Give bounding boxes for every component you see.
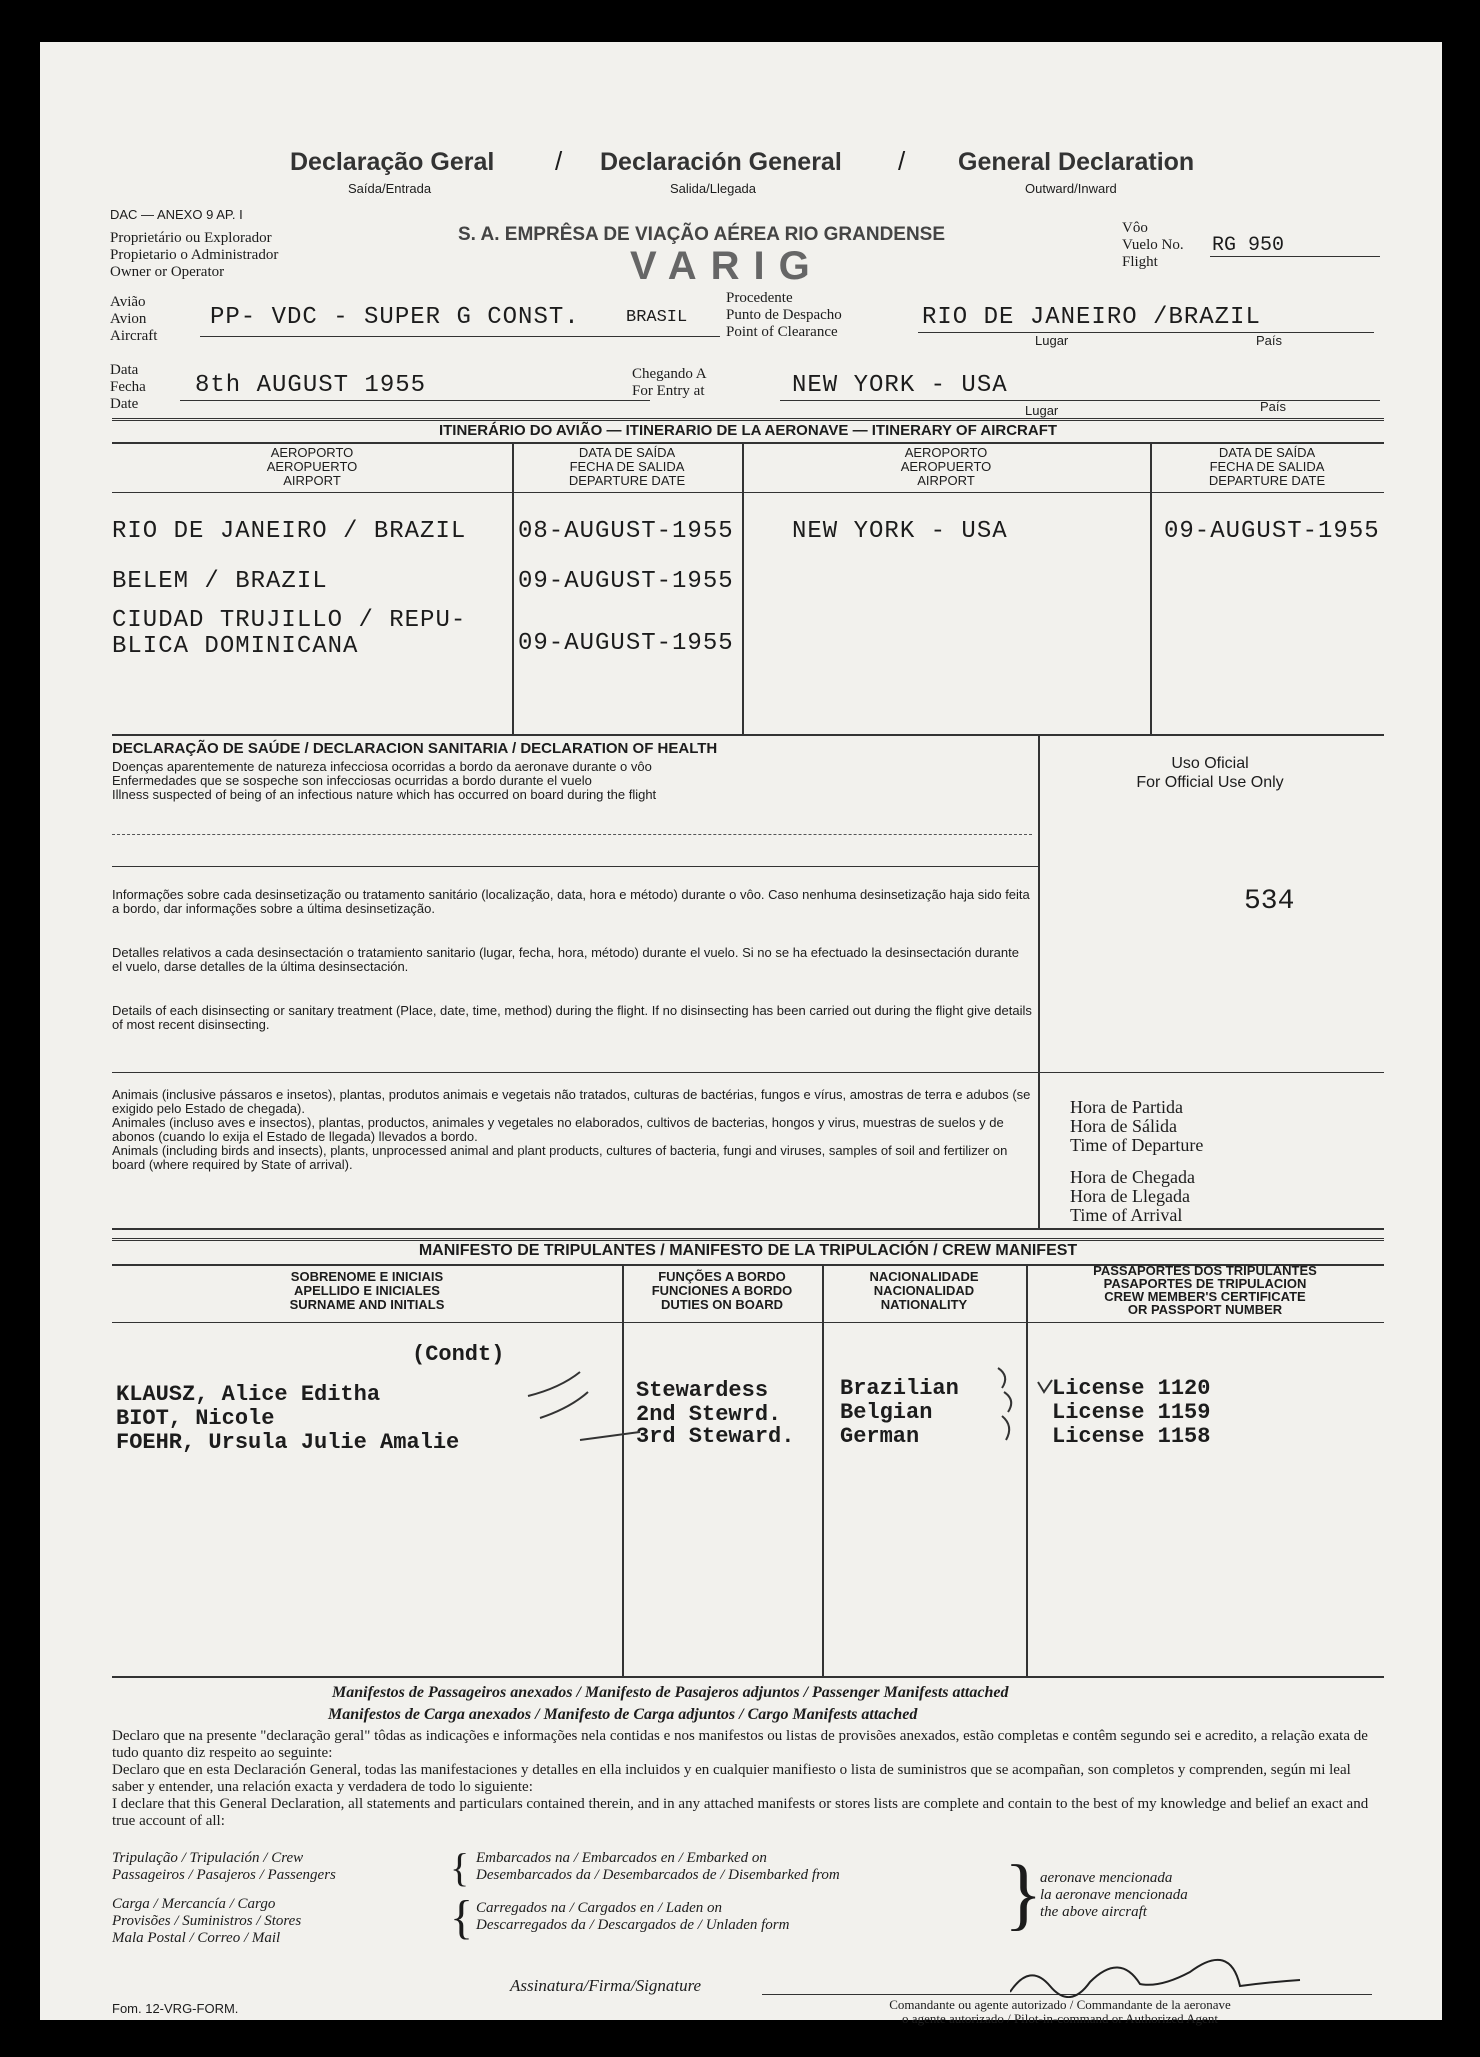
arrival-label: Chegando A For Entry at: [632, 366, 707, 399]
commander-label: Comandante ou agente autorizado / Commandante de la aeronave o agente autorizado / Pilot-in-command or Authorized Agent: [889, 1997, 1231, 2026]
title-es: Declaración General: [600, 148, 842, 176]
crew-duty-2: 2nd Stewrd.: [636, 1402, 782, 1427]
itin-dest-date: 09-AUGUST-1955: [1164, 518, 1380, 545]
check-mark-1: [528, 1372, 580, 1396]
bracket-3: }: [1004, 1850, 1043, 1938]
departure-place-sub: Lugar: [1035, 333, 1069, 348]
aircraft-value: PP- VDC - SUPER G CONST.: [210, 304, 580, 331]
laden-text: Carregados na / Cargados en / Laden on Descarregados da / Descargados de / Unladen form: [476, 1900, 790, 1933]
tick-1: [998, 1368, 1005, 1388]
crew-lic-2: License 1159: [1052, 1400, 1211, 1425]
title-pt: Declaração Geral: [290, 148, 495, 176]
signature-label: Assinatura/Firma/Signature: [510, 1976, 702, 1995]
crew-nat-1: Brazilian: [840, 1376, 959, 1401]
itin-dest-airport: NEW YORK - USA: [792, 518, 1008, 545]
itin-date-3: 09-AUGUST-1955: [518, 630, 734, 657]
title-en: General Declaration: [958, 148, 1195, 176]
aircraft-reference: aeronave mencionada la aeronave mencionada the above aircraft: [1040, 1870, 1188, 1920]
list-crew-passengers: Tripulação / Tripulación / Crew Passageiros / Pasajeros / Passengers: [112, 1850, 336, 1883]
title-sep-1: /: [555, 146, 563, 176]
official-number: 534: [1244, 886, 1295, 917]
bracket-1: {: [450, 1845, 470, 1890]
health-p4: Details of each disinsecting or sanitary treatment (Place, date, time, method) during the flight. If no disinsecting has been carried out during the flight give details of most recent disinsecting.: [112, 1003, 1032, 1032]
subtitle-en: Outward/Inward: [1025, 181, 1117, 196]
crew-nat-3: German: [840, 1424, 920, 1449]
departure-time-label: Hora de Partida Hora de Sálida Time of Departure: [1070, 1097, 1204, 1155]
itinerary-heading: ITINERÁRIO DO AVIÃO — ITINERARIO DE LA AERONAVE — ITINERARY OF AIRCRAFT: [438, 422, 1058, 439]
owner-label: Proprietário ou Explorador Propietario o Administrador Owner or Operator: [110, 230, 279, 280]
itin-date-2: 09-AUGUST-1955: [518, 568, 734, 595]
declaration-text: Declaro que na presente "declaração geral" tôdas as indicações e informações nela contidas e nos manifestos ou listas de provisões anexados, estão completas e contêm segundo sei e acredito, a relação exata de tudo quanto diz respeito ao seguinte: Declaro que en esta Declaración General, todas las manifestaciones y detalles en ella incluidos y en cualquier manifiesto o lista de suministros que se acompañan, son completos y comprenden, según mi leal saber y entender, una relación exacta y verdadera de todo lo siguiente: I declare that this General Declaration, all statements and particulars contained therein, and in any attached manifests or stores lists are complete and contain to the best of my knowledge and belief an exact and true account of all:: [112, 1728, 1369, 1829]
crew-name-2: BIOT, Nicole: [116, 1406, 275, 1431]
crew-bottom-rule: [112, 1676, 1384, 1678]
health-p3: Detalles relativos a cada desinsectación o tratamiento sanitario (lugar, fecha, hora, método) durante el vuelo. Si no se ha efectuado la desinsectación durante el vuelo, darse detalles de la última desinsectación.: [112, 945, 1019, 974]
crew-col2-header: FUNÇÕES A BORDO FUNCIONES A BORDO DUTIES ON BOARD: [651, 1269, 793, 1312]
declaration-form: [40, 42, 1442, 2026]
date-value: 8th AUGUST 1955: [195, 372, 427, 399]
passenger-manifests: Manifestos de Passageiros anexados / Manifesto de Pasajeros adjuntos / Passenger Manifests attached: [332, 1684, 1009, 1701]
crew-name-1: KLAUSZ, Alice Editha: [116, 1382, 381, 1407]
crew-lic-3: License 1158: [1052, 1424, 1211, 1449]
crew-duty-1: Stewardess: [636, 1378, 769, 1403]
crew-contd: (Condt): [412, 1342, 505, 1367]
crew-lic-1: License 1120: [1052, 1376, 1211, 1401]
cargo-manifests: Manifestos de Carga anexados / Manifesto de Carga adjuntos / Cargo Manifests attached: [328, 1706, 918, 1723]
health-heading: DECLARAÇÃO DE SAÚDE / DECLARACION SANITARIA / DECLARATION OF HEALTH: [112, 740, 718, 757]
tick-2: [1004, 1392, 1011, 1412]
crew-col1-header: SOBRENOME E INICIAIS APELLIDO E INICIALES SURNAME AND INITIALS: [289, 1269, 445, 1312]
form-number: Fom. 12-VRG-FORM.: [112, 2001, 239, 2016]
form-code: DAC — ANEXO 9 AP. I: [110, 207, 243, 222]
crew-name-3: FOEHR, Ursula Julie Amalie: [116, 1430, 460, 1455]
embarked-text: Embarcados na / Embarcados en / Embarked on Desembarcados da / Desembarcados de / Disembarked from: [476, 1850, 840, 1883]
subtitle-es: Salida/Llegada: [670, 181, 757, 196]
aircraft-nationality: BRASIL: [626, 308, 688, 327]
departure-value: RIO DE JANEIRO /BRAZIL: [922, 304, 1261, 331]
subtitle-pt: Saída/Entrada: [348, 181, 432, 196]
crew-nat-2: Belgian: [840, 1400, 933, 1425]
itin-airport-2: BELEM / BRAZIL: [112, 568, 328, 595]
itin-col2-header: DATA DE SAÍDA FECHA DE SALIDA DEPARTURE DATE: [568, 445, 686, 488]
flight-number: RG 950: [1212, 234, 1285, 257]
itin-date-1: 08-AUGUST-1955: [518, 518, 734, 545]
itin-col4-header: DATA DE SAÍDA FECHA DE SALIDA DEPARTURE DATE: [1208, 445, 1326, 488]
itin-airport-1: RIO DE JANEIRO / BRAZIL: [112, 518, 467, 545]
check-mark-3: [580, 1432, 640, 1440]
tick-3: [1002, 1416, 1009, 1440]
crew-col3-header: NACIONALIDADE NACIONALIDAD NATIONALITY: [869, 1269, 979, 1312]
health-p1: Doenças aparentemente de natureza infecciosa ocorridas a bordo da aeronave durante o vôo Enfermedades que se sospeche son infecciosas ocurridas a bordo durante el vuelo Illness suspected of being of an infectious nature which has occurred on board during the flight: [112, 759, 657, 802]
tick-4: [1038, 1380, 1052, 1392]
arrival-time-label: Hora de Chegada Hora de Llegada Time of Arrival: [1070, 1167, 1195, 1225]
list-cargo-stores-mail: Carga / Mercancía / Cargo Provisões / Suministros / Stores Mala Postal / Correo / Mail: [112, 1896, 302, 1946]
signature-scribble: [1010, 1942, 1310, 1998]
itin-airport-3: CIUDAD TRUJILLO / REPU- BLICA DOMINICANA: [112, 607, 467, 660]
health-p2: Informações sobre cada desinsetização ou tratamento sanitário (localização, data, hora e método) durante o vôo. Caso nenhuma desinsetização haja sido feita a bordo, dar informações sobre a última desinsetização.: [112, 887, 1030, 916]
date-label: Data Fecha Date: [110, 362, 146, 412]
aircraft-label: Avião Avion Aircraft: [110, 294, 158, 344]
itin-col1-header: AEROPORTO AEROPUERTO AIRPORT: [266, 445, 358, 488]
company-brand: VARIG: [630, 244, 824, 288]
check-mark-2: [540, 1392, 588, 1418]
crew-duty-3: 3rd Steward.: [636, 1424, 795, 1449]
arrival-value: NEW YORK - USA: [792, 372, 1008, 399]
departure-country-sub: País: [1256, 333, 1283, 348]
company-name: S. A. EMPRÊSA DE VIAÇÃO AÉREA RIO GRANDENSE: [458, 224, 946, 245]
arrival-place-sub: Lugar: [1025, 403, 1059, 418]
health-p5: Animais (inclusive pássaros e insetos), plantas, produtos animais e vegetais não tratados, culturas de bactérias, fungos e vírus, amostras de terra e adubos (se exigido pelo Estado de chegada). Animales (incluso aves e insectos), plantas, productos, animales y vegetales no elaborados, cultivos de bacterias, hongos y virus, muestras de suelos y de abonos (cuando lo exija el Estado de llegada) llevados a bordo. Animals (including birds and insects), plants, unprocessed animal and plant products, cultures of bacteria, fungi and viruses, samples of soil and fertilizer on board (where required by State of arrival).: [112, 1087, 1031, 1172]
bracket-2: {: [450, 1891, 474, 1944]
title-sep-2: /: [898, 146, 906, 176]
flight-label: Vôo Vuelo No. Flight: [1122, 220, 1184, 270]
crew-col4-header: PASSAPORTES DOS TRIPULANTES PASAPORTES DE TRIPULACION CREW MEMBER'S CERTIFICATE OR PASSPORT NUMBER: [1093, 1263, 1317, 1317]
departure-label: Procedente Punto de Despacho Point of Clearance: [726, 290, 842, 340]
itin-col3-header: AEROPORTO AEROPUERTO AIRPORT: [900, 445, 992, 488]
crew-heading: MANIFESTO DE TRIPULANTES / MANIFESTO DE LA TRIPULACIÓN / CREW MANIFEST: [418, 1242, 1078, 1259]
official-use-label: Uso Oficial For Official Use Only: [1136, 755, 1284, 791]
arrival-country-sub: País: [1260, 399, 1287, 414]
